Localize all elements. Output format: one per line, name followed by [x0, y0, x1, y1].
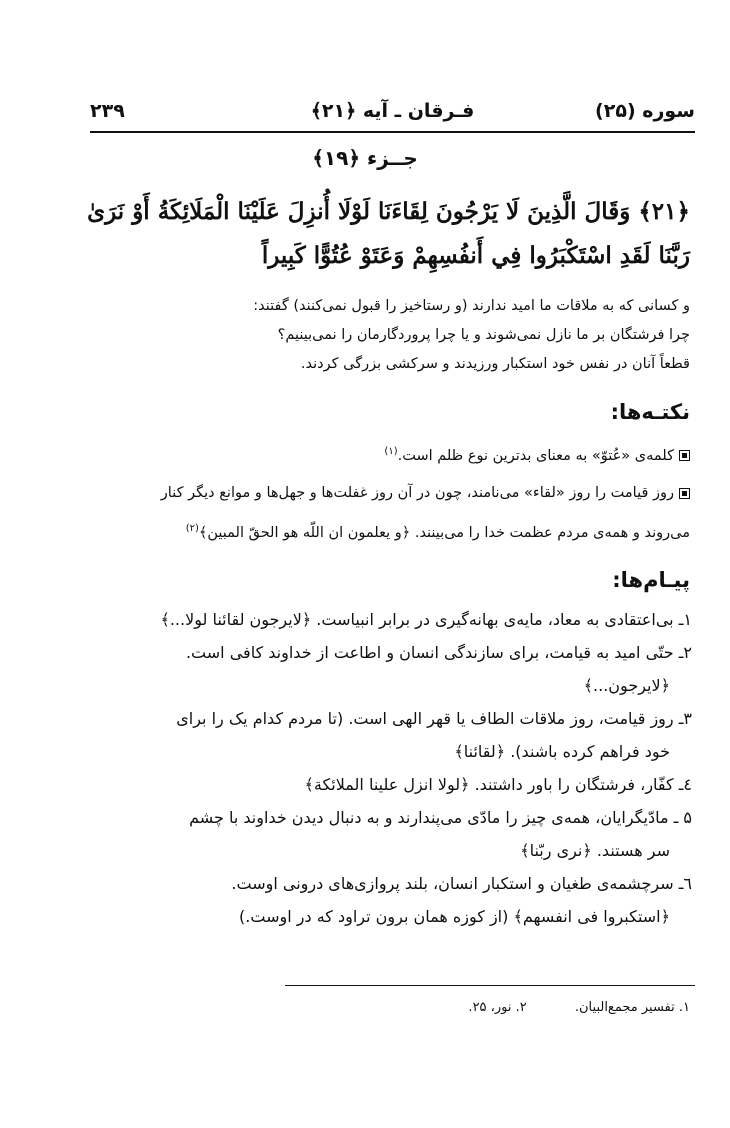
messages-title: پيـام‌ها: [612, 568, 690, 592]
message-6-line-1: ٦ـ سرچشمه‌ى طغيان و استكبار انسان، بلند پروازى‌هاى درونى اوست. [231, 874, 692, 893]
footnote-2: ۲. نور، ۲۵. [468, 1000, 527, 1015]
verse-line-1: ﴿۲۱﴾ وَقَالَ الَّذِينَ لَا يَرْجُونَ لِقَاءَنَا لَوْلَا أُنزِلَ عَلَيْنَا الْمَلَائِكَةُ أَوْ نَرَىٰ [87, 198, 690, 225]
note-1 [35, 434, 690, 474]
note-2-line-1: روز قيامت را روز «لقاء» مى‌نامند، چون در آن روز غفلت‌ها و جهل‌ها و موانع ديگر كنار [160, 485, 674, 501]
message-3-line-1: ۳ـ روز قيامت، روز ملاقات الطاف يا قهر الهى است. (تا مردم كدام يک را براى [176, 709, 692, 728]
messages-list [32, 603, 692, 933]
square-bullet-icon [679, 450, 690, 461]
quran-verse [40, 190, 690, 278]
page-number: ۲۳۹ [90, 100, 125, 122]
page-header [90, 100, 695, 130]
verse-line-2: رَبَّنَا لَقَدِ اسْتَكْبَرُوا فِي أَنفُسِهِمْ وَعَتَوْ عُتُوًّا كَبِيراً [261, 242, 690, 269]
note-2-line-2: مى‌روند و همه‌ى مردم عظمت خدا را مى‌بينند. ﴿و يعلمون ان اللّه هو الحقّ المبين﴾ [198, 524, 690, 541]
surah-label: سوره (۲۵) [595, 100, 695, 122]
notes-title: نكتـه‌ها: [610, 400, 690, 424]
message-5-line-1: ۵ ـ مادّيگرايان، همه‌ى چيز را مادّى مى‌پندارند و به دنبال ديدن خداوند با چشم [189, 808, 692, 827]
message-5-line-2: سر هستند. ﴿نرى ربّنا﴾ [520, 841, 670, 860]
message-2-line-2: ﴿لايرجون...﴾ [583, 676, 670, 695]
square-bullet-icon [679, 488, 690, 499]
note-2 [35, 476, 690, 551]
header-divider [90, 131, 695, 133]
message-4: ٤ـ كفّار، فرشتگان را باور داشتند. ﴿لولا انزل علينا الملائكة﴾ [304, 775, 692, 794]
juz-label: جــزء ﴿۱۹﴾ [312, 146, 418, 170]
footnote-ref-1: (۱) [384, 446, 398, 457]
note-1-text: كلمه‌ى «عُتوّ» به معناى بدترين نوع ظلم است. [397, 447, 674, 464]
footnote-divider [285, 985, 695, 986]
verse-translation [40, 292, 690, 379]
footnotes [270, 1000, 690, 1015]
footnote-1: ۱. تفسير مجمع‌البيان. [574, 1000, 690, 1015]
message-3-line-2: خود فراهم كرده باشند). ﴿لقائنا﴾ [454, 742, 670, 761]
message-2-line-1: ۲ـ حتّى اميد به قيامت، براى سازندگى انسان و اطاعت از خداوند كافى است. [185, 643, 692, 662]
message-6-line-2: ﴿استكبروا فى انفسهم﴾ (از كوزه همان برون تراود كه در اوست.) [239, 907, 670, 926]
footnote-ref-2: (۲) [185, 523, 199, 534]
message-1: ۱ـ بى‌اعتقادى به معاد، مايه‌ى بهانه‌گيرى در برابر انبياست. ﴿لايرجون لقائنا لولا...﴾ [160, 610, 692, 629]
translation-line-1: و كسانى كه به ملاقات ما اميد ندارند (و رستاخيز را قبول نمى‌كنند) گفتند: [253, 298, 690, 314]
surah-verse-title: فـرقان ـ آيه ﴿۲۱﴾ [310, 100, 475, 122]
translation-line-2: چرا فرشتگان بر ما نازل نمى‌شوند و يا چرا پروردگارمان را نمى‌بينيم؟ [277, 327, 690, 343]
translation-line-3: قطعاً آنان در نفس خود استكبار ورزيدند و سركشى بزرگى كردند. [300, 356, 690, 372]
